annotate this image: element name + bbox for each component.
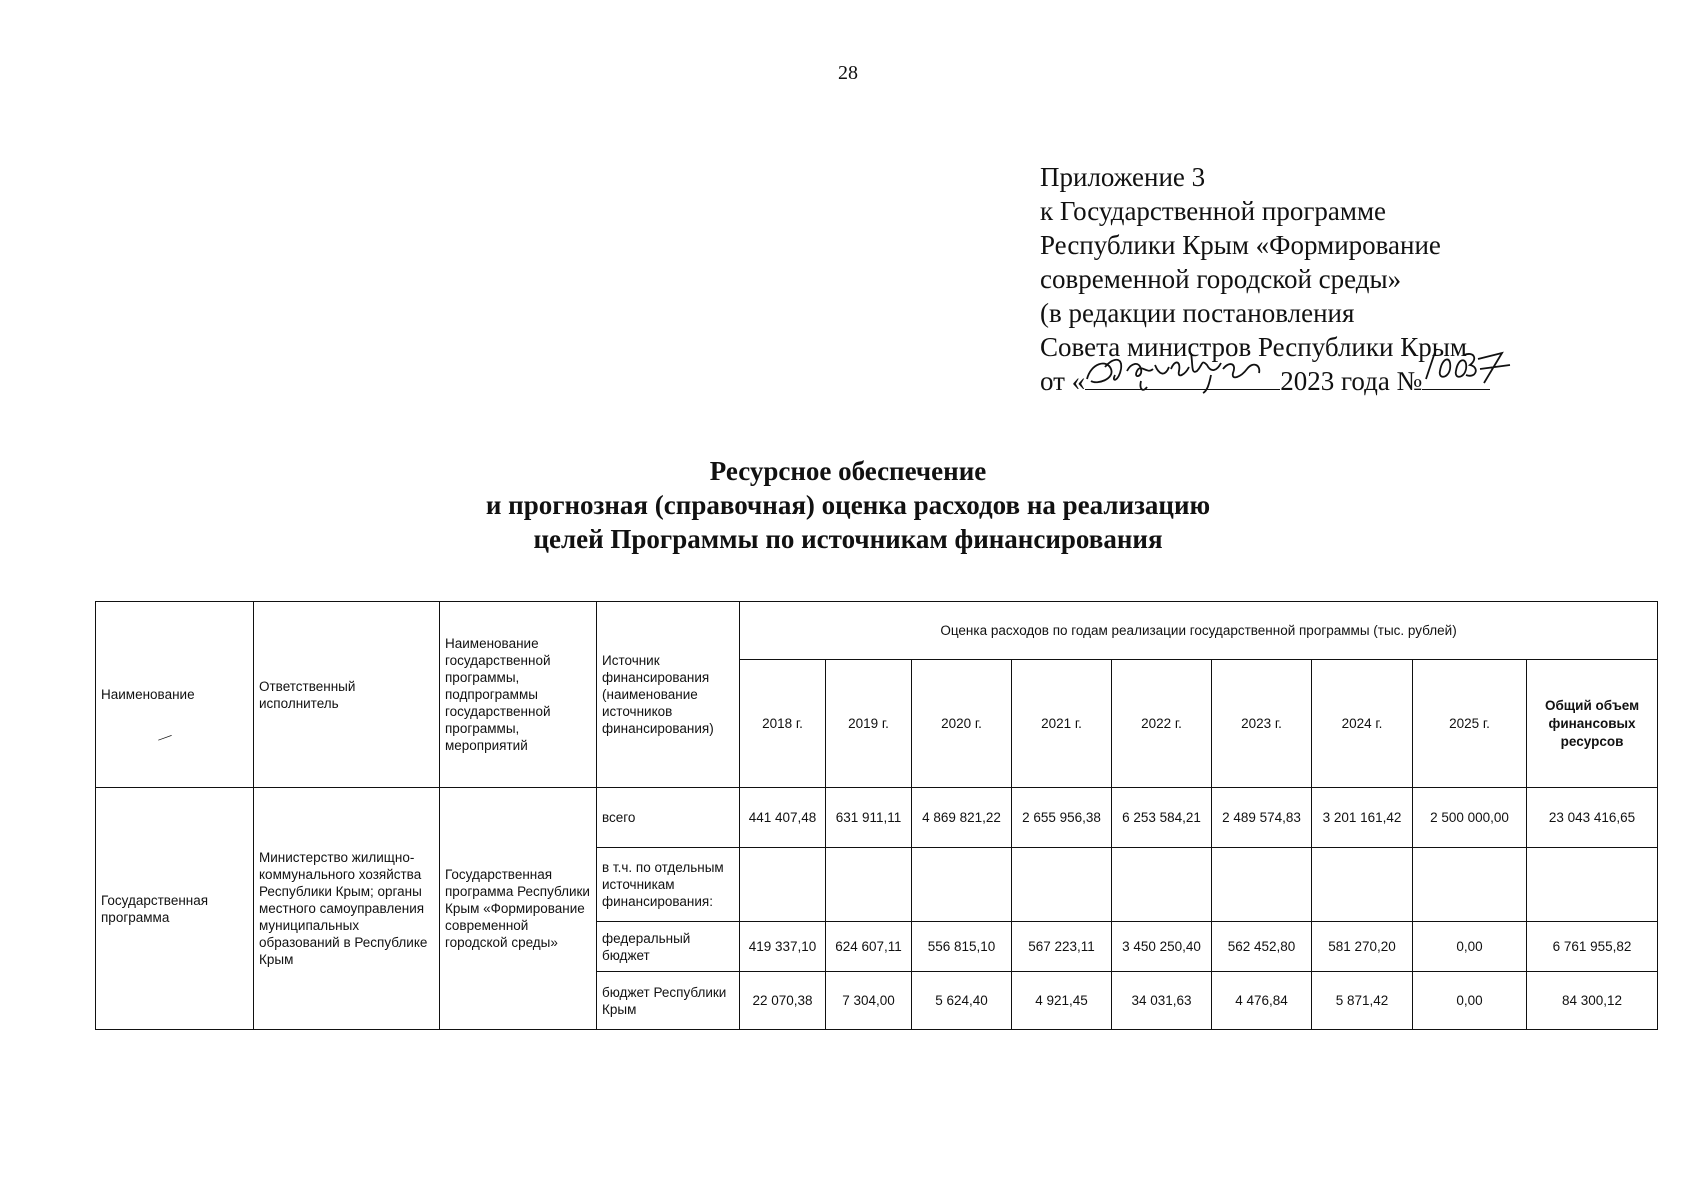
cell-value xyxy=(912,848,1012,922)
header-name: Наименование xyxy=(96,602,254,788)
cell-name: Государственная программа xyxy=(96,788,254,1030)
date-prefix: от « xyxy=(1040,366,1086,396)
cell-value: 3 450 250,40 xyxy=(1112,922,1212,972)
cell-value xyxy=(1413,848,1527,922)
cell-source: федеральный бюджет xyxy=(597,922,740,972)
header-year: 2025 г. xyxy=(1413,660,1527,788)
cell-value: 556 815,10 xyxy=(912,922,1012,972)
appendix-header xyxy=(1040,160,1600,398)
header-year: 2023 г. xyxy=(1212,660,1312,788)
cell-value: 4 476,84 xyxy=(1212,972,1312,1030)
cell-value: 631 911,11 xyxy=(826,788,912,848)
title-line: и прогнозная (справочная) оценка расходов на реализацию xyxy=(485,490,1211,520)
appendix-line: современной городской среды» xyxy=(1040,264,1402,294)
cell-value xyxy=(1112,848,1212,922)
cell-value: 624 607,11 xyxy=(826,922,912,972)
handwritten-number-signature xyxy=(1418,335,1518,395)
cell-value: 2 655 956,38 xyxy=(1012,788,1112,848)
header-total: Общий объем финансовых ресурсов xyxy=(1527,660,1658,788)
resource-table xyxy=(95,601,1658,1030)
cell-source: в т.ч. по отдельным источникам финансирования: xyxy=(597,848,740,922)
cell-value xyxy=(1212,848,1312,922)
header-executor: Ответственный исполнитель xyxy=(254,602,440,788)
cell-total: 6 761 955,82 xyxy=(1527,922,1658,972)
cell-value: 6 253 584,21 xyxy=(1112,788,1212,848)
cell-total: 84 300,12 xyxy=(1527,972,1658,1030)
header-year: 2018 г. xyxy=(740,660,826,788)
appendix-line: Приложение 3 xyxy=(1040,162,1206,192)
title-line: целей Программы по источникам финансирования xyxy=(533,524,1163,554)
cell-value: 22 070,38 xyxy=(740,972,826,1030)
cell-value: 562 452,80 xyxy=(1212,922,1312,972)
header-year: 2024 г. xyxy=(1312,660,1413,788)
cell-value: 5 624,40 xyxy=(912,972,1012,1030)
cell-source: бюджет Республики Крым xyxy=(597,972,740,1030)
appendix-date-line xyxy=(1040,364,1600,398)
header-year: 2021 г. xyxy=(1012,660,1112,788)
header-source: Источник финансирования (наименование источников финансирования) xyxy=(597,602,740,788)
cell-value: 0,00 xyxy=(1413,972,1527,1030)
handwritten-date-signature xyxy=(1081,335,1286,395)
date-suffix: 2023 года № xyxy=(1280,366,1423,396)
header-year: 2019 г. xyxy=(826,660,912,788)
cell-value: 5 871,42 xyxy=(1312,972,1413,1030)
cell-value: 3 201 161,42 xyxy=(1312,788,1413,848)
header-year: 2020 г. xyxy=(912,660,1012,788)
title-line: Ресурсное обеспечение xyxy=(709,456,987,486)
cell-program-name: Государственная программа Республики Крым «Формирование современной городской среды» xyxy=(440,788,597,1030)
cell-value: 7 304,00 xyxy=(826,972,912,1030)
cell-value: 2 489 574,83 xyxy=(1212,788,1312,848)
cell-value xyxy=(740,848,826,922)
cell-value: 419 337,10 xyxy=(740,922,826,972)
cell-value: 4 869 821,22 xyxy=(912,788,1012,848)
pen-tick-mark: — xyxy=(155,728,174,747)
cell-value xyxy=(1012,848,1112,922)
cell-value: 2 500 000,00 xyxy=(1413,788,1527,848)
cell-source: всего xyxy=(597,788,740,848)
cell-total xyxy=(1527,848,1658,922)
cell-executor: Министерство жилищно-коммунального хозяйства Республики Крым; органы местного самоуправления муниципальных образований в Республике Крым xyxy=(254,788,440,1030)
cell-value: 4 921,45 xyxy=(1012,972,1112,1030)
cell-value: 34 031,63 xyxy=(1112,972,1212,1030)
cell-value: 441 407,48 xyxy=(740,788,826,848)
handwritten-number xyxy=(1422,365,1490,390)
header-program-name: Наименование государственной программы, подпрограммы государственной программы, мероприятий xyxy=(440,602,597,788)
cell-total: 23 043 416,65 xyxy=(1527,788,1658,848)
document-title xyxy=(0,454,1696,556)
header-estimate: Оценка расходов по годам реализации государственной программы (тыс. рублей) xyxy=(740,602,1658,660)
cell-value xyxy=(826,848,912,922)
handwritten-date xyxy=(1085,365,1280,390)
appendix-line: к Государственной программе xyxy=(1040,196,1387,226)
cell-value: 581 270,20 xyxy=(1312,922,1413,972)
page-number: 28 xyxy=(838,62,858,84)
cell-value: 567 223,11 xyxy=(1012,922,1112,972)
header-year: 2022 г. xyxy=(1112,660,1212,788)
appendix-line: Республики Крым «Формирование xyxy=(1040,230,1441,260)
cell-value: 0,00 xyxy=(1413,922,1527,972)
cell-value xyxy=(1312,848,1413,922)
appendix-line: (в редакции постановления xyxy=(1040,298,1355,328)
appendix-line: Совета министров Республики Крым xyxy=(1040,332,1467,362)
